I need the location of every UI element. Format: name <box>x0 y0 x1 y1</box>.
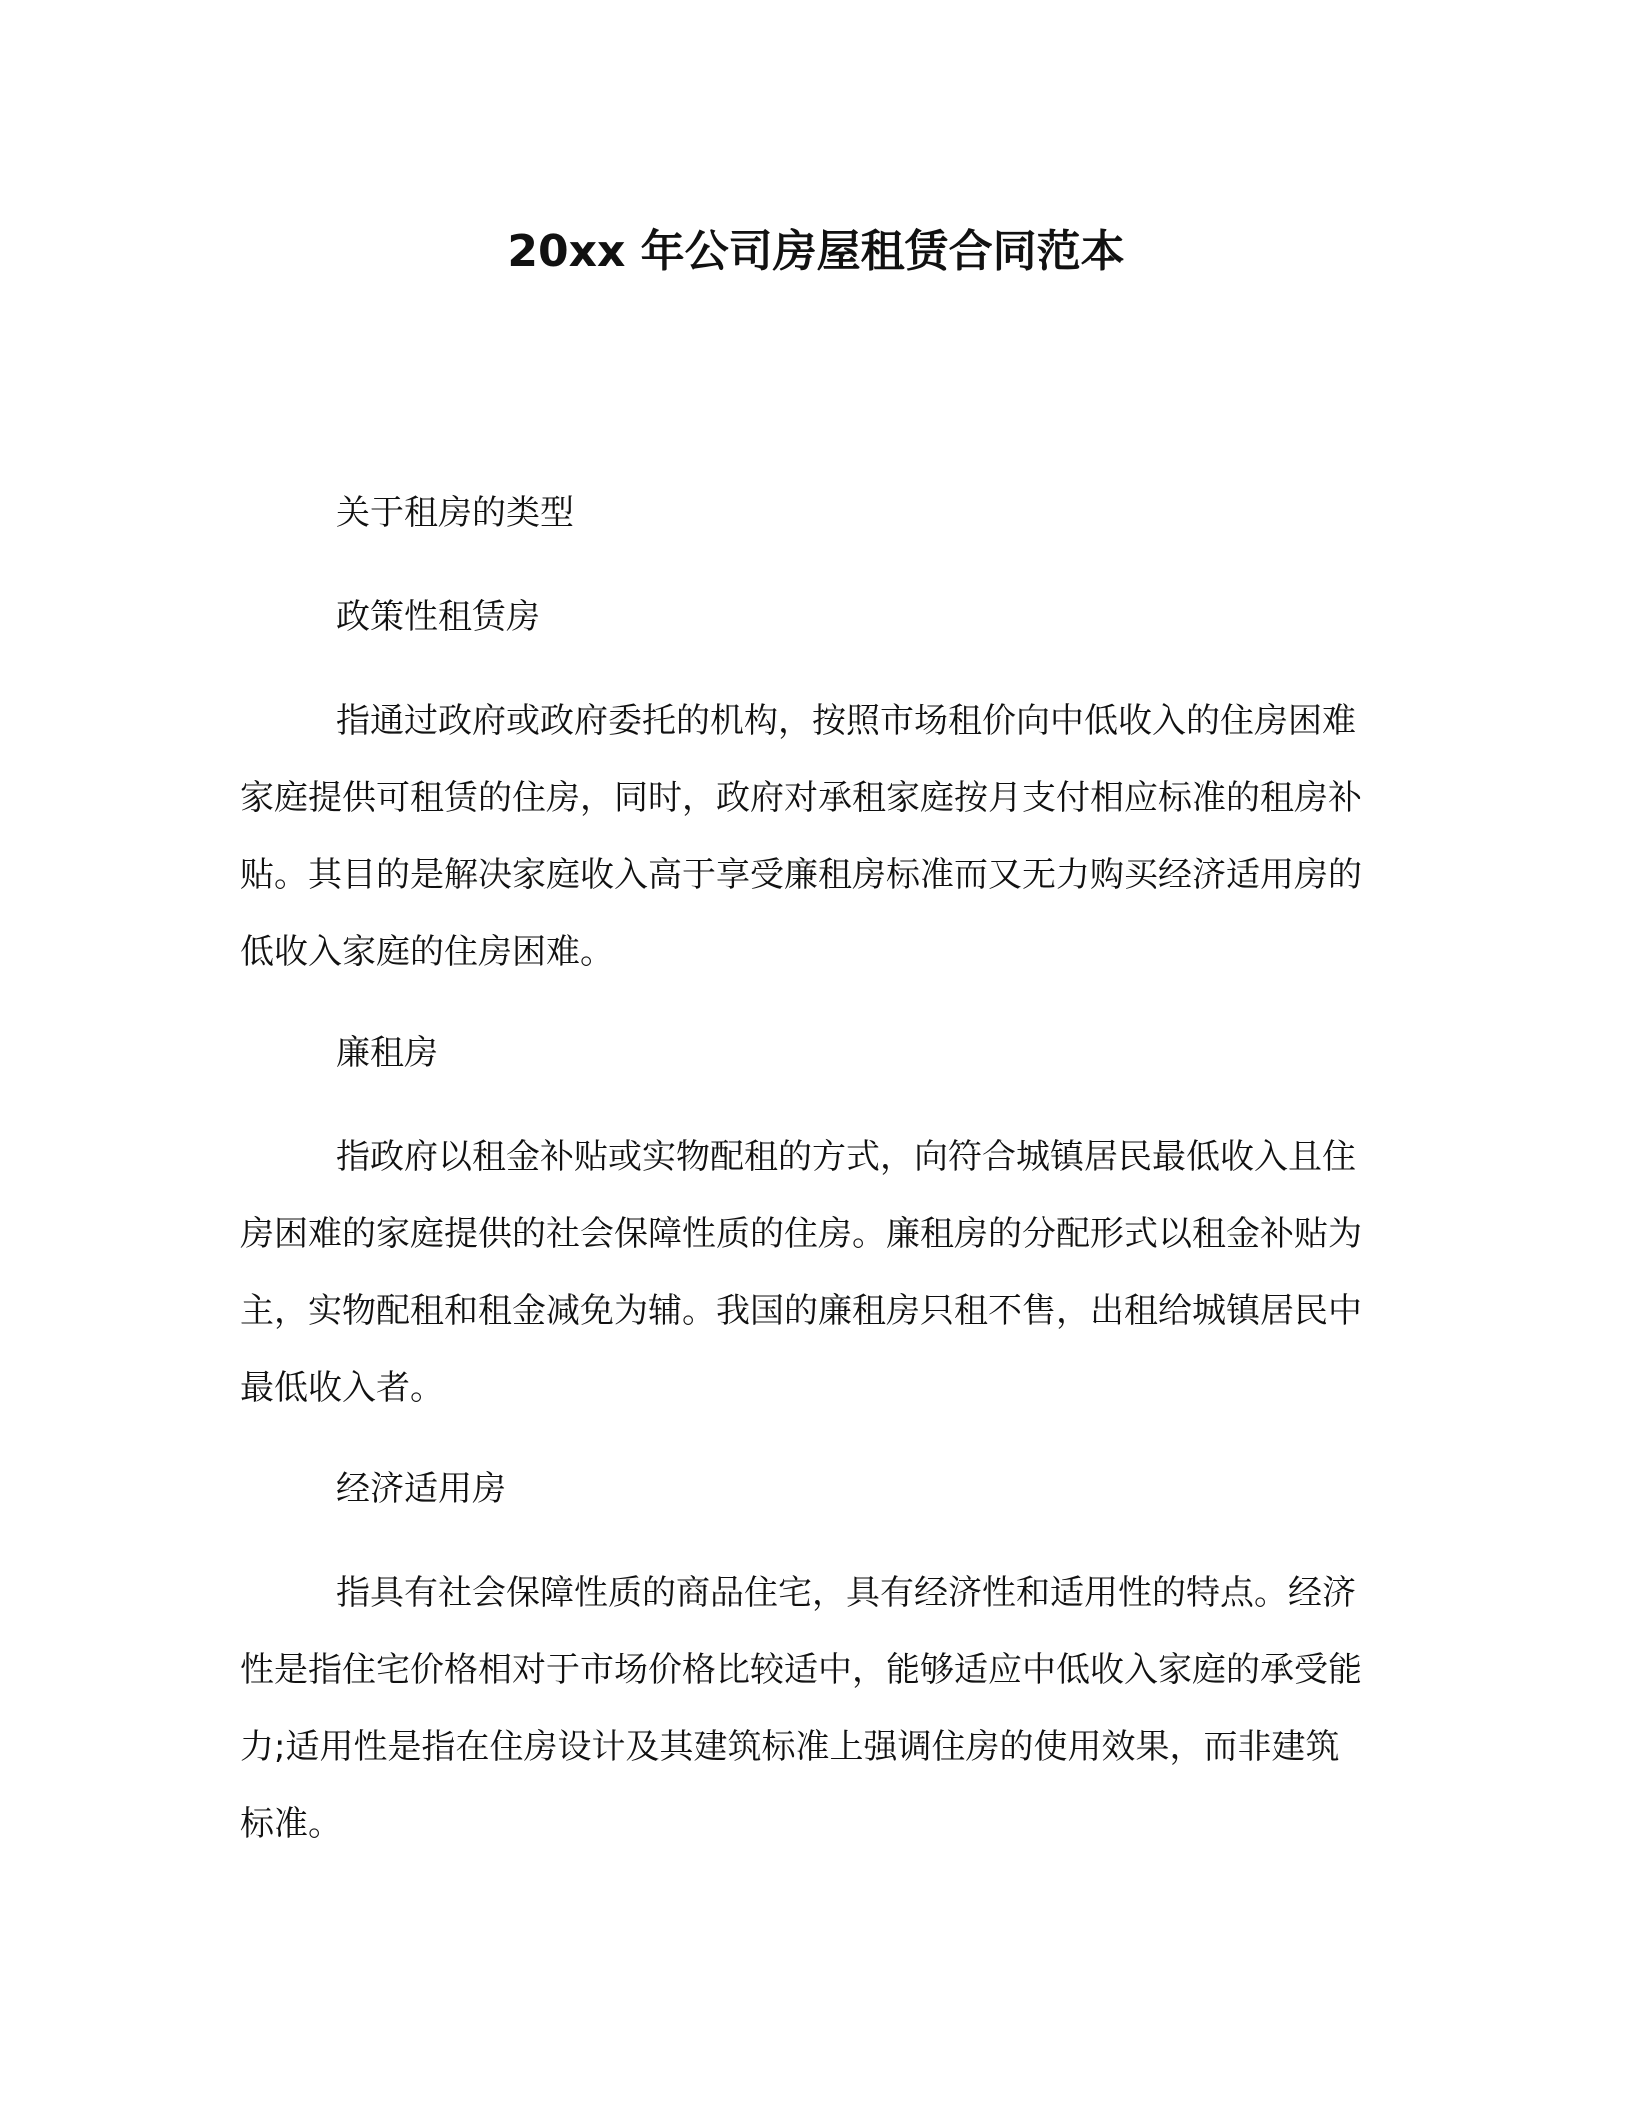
document-title: 20xx 年公司房屋租赁合同范本 <box>507 226 1125 277</box>
section-heading-affordable: 经济适用房 <box>336 1469 506 1509</box>
section-heading-policy-rental: 政策性租赁房 <box>336 597 540 637</box>
paragraph-affordable: 指具有社会保障性质的商品住宅，具有经济性和适用性的特点。经济性是指住宅价格相对于市场价格比较适中，能够适应中低收入家庭的承受能力;适用性是指在住房设计及其建筑标准上强调住房的使用效果，而非建筑标准。 <box>240 1573 1362 1844</box>
document-body <box>240 488 1370 1900</box>
section-heading-rental-types: 关于租房的类型 <box>336 493 574 533</box>
section-heading-low-rent: 廉租房 <box>336 1033 438 1073</box>
paragraph-policy-rental: 指通过政府或政府委托的机构，按照市场租价向中低收入的住房困难家庭提供可租赁的住房，同时，政府对承租家庭按月支付相应标准的租房补贴。其目的是解决家庭收入高于享受廉租房标准而又无力购买经济适用房的低收入家庭的住房困难。 <box>240 701 1362 972</box>
paragraph-low-rent: 指政府以租金补贴或实物配租的方式，向符合城镇居民最低收入且住房困难的家庭提供的社会保障性质的住房。廉租房的分配形式以租金补贴为主，实物配租和租金减免为辅。我国的廉租房只租不售，出租给城镇居民中最低收入者。 <box>240 1137 1362 1408</box>
